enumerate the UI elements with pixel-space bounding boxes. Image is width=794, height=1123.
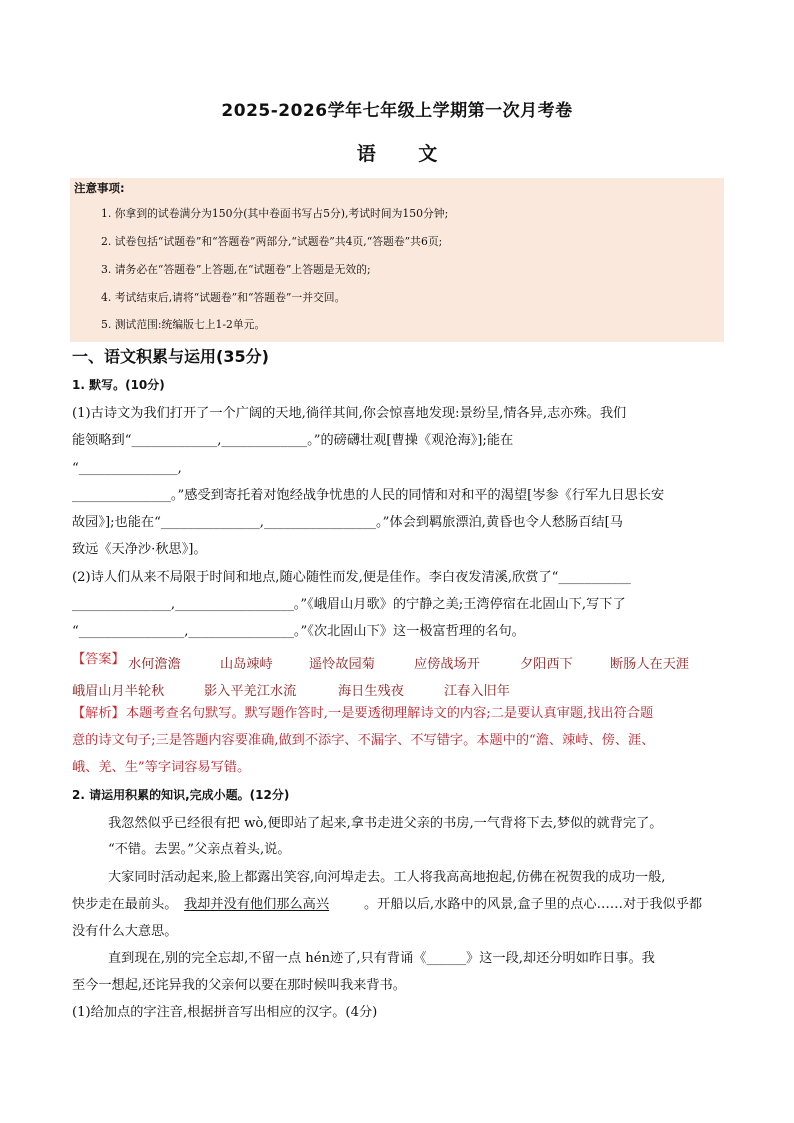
notice-item: 5. 测试范围:统编版七上1-2单元。 — [101, 318, 266, 331]
answer-item: 江春入旧年 — [444, 684, 510, 699]
q1-line: (2)诗人们从来不局限于时间和地点,随心随性而发,便是佳作。李白夜发清溪,欣赏了“___________ — [72, 570, 631, 585]
passage-line: 至今一想起,还诧异我的父亲何以要在那时候叫我来背书。 — [72, 978, 406, 993]
passage-line: 直到现在,别的完全忘却,不留一点 hén迹了,只有背诵《______》这一段,却还分明如昨日事。我 — [108, 951, 655, 966]
exam-title: 2025-2026学年七年级上学期第一次月考卷 — [221, 101, 573, 121]
answer-item: 影入平羌江水流 — [204, 684, 297, 699]
passage-line: 。开船以后,水路中的风景,盒子里的点心……对于我似乎都 — [364, 897, 703, 912]
answer-item: 水何澹澹 — [128, 657, 181, 672]
notice-item: 2. 试卷包括“试题卷”和“答题卷”两部分,“试题卷”共4页,“答题卷”共6页; — [101, 235, 443, 248]
section-title: 一、语文积累与运用(35分) — [72, 347, 269, 366]
passage-line: 大家同时活动起来,脸上都露出笑容,向河埠走去。工人将我高高地抱起,仿佛在祝贺我的成功一般, — [108, 870, 666, 885]
notice-item: 4. 考试结束后,请将“试题卷”和“答题卷”一并交回。 — [101, 291, 346, 304]
analysis-label: 【解析】 — [72, 706, 125, 721]
underlined-sentence: 我却并没有他们那么高兴 — [184, 897, 330, 912]
sub-question: (1)给加点的字注音,根据拼音写出相应的汉字。(4分) — [72, 1005, 378, 1020]
q1-line: 致远《天净沙·秋思》]。 — [72, 542, 207, 557]
subject-title: 语 文 — [356, 143, 456, 165]
q1-line: _______________,__________________。”《峨眉山月歌》的宁静之美;王湾停宿在北固山下,写下了 — [72, 597, 626, 612]
answer-label: 【答案】 — [72, 652, 125, 667]
passage-line: 没有什么大意思。 — [72, 924, 178, 939]
answer-item: 遥怜故园菊 — [309, 657, 375, 672]
question-1-title: 1. 默写。(10分) — [72, 378, 165, 392]
passage-line: 我忽然似乎已经很有把 wò,便即站了起来,拿书走进父亲的书房,一气背将下去,梦似的就背完了。 — [108, 816, 663, 831]
answer-item: 夕阳西下 — [520, 657, 573, 672]
q1-line: 能领略到“_____________,_____________。”的磅礴壮观[曹操《观沧海》];能在 — [72, 433, 514, 448]
analysis-line: 本题考查名句默写。默写题作答时,一是要透彻理解诗文的内容;二是要认真审题,找出符合题 — [126, 706, 654, 721]
notice-box — [70, 178, 724, 342]
notice-item: 3. 请务必在“答题卷”上答题,在“试题卷”上答题是无效的; — [101, 263, 371, 276]
q1-line: (1)古诗文为我们打开了一个广阔的天地,徜徉其间,你会惊喜地发现:景纷呈,情各异,志亦殊。我们 — [72, 406, 627, 421]
answer-item: 山岛竦峙 — [220, 657, 273, 672]
analysis-line: 意的诗文句子;三是答题内容要准确,做到不添字、不漏字、不写错字。本题中的“澹、竦峙、傍、涯、 — [72, 733, 655, 748]
notice-heading: 注意事项: — [74, 181, 125, 195]
notice-item: 1. 你拿到的试卷满分为150分(其中卷面书写占5分),考试时间为150分钟; — [101, 207, 449, 220]
q1-line: 故园》];也能在“_______________,_________________。”体会到羁旅漂泊,黄昏也令人愁肠百结[马 — [72, 515, 623, 530]
passage-line: 快步走在最前头。 — [72, 897, 178, 912]
answer-item: 海日生残夜 — [338, 684, 404, 699]
analysis-line: 峨、羌、生”等字词容易写错。 — [72, 760, 251, 775]
q1-line: _______________。”感受到寄托着对饱经战争忧患的人民的同情和对和平的渴望[岑参《行军九日思长安 — [72, 488, 665, 503]
q1-line: “_______________, — [72, 461, 182, 476]
answer-item: 断肠人在天涯 — [610, 657, 690, 672]
answer-item: 应傍战场开 — [414, 657, 480, 672]
answer-item: 峨眉山月半轮秋 — [72, 684, 165, 699]
q1-line: “________________,________________。”《次北固山下》这一极富哲理的名句。 — [72, 624, 525, 639]
passage-line: “不错。去罢。”父亲点着头,说。 — [108, 842, 291, 857]
question-2-title: 2. 请运用积累的知识,完成小题。(12分) — [72, 788, 290, 802]
